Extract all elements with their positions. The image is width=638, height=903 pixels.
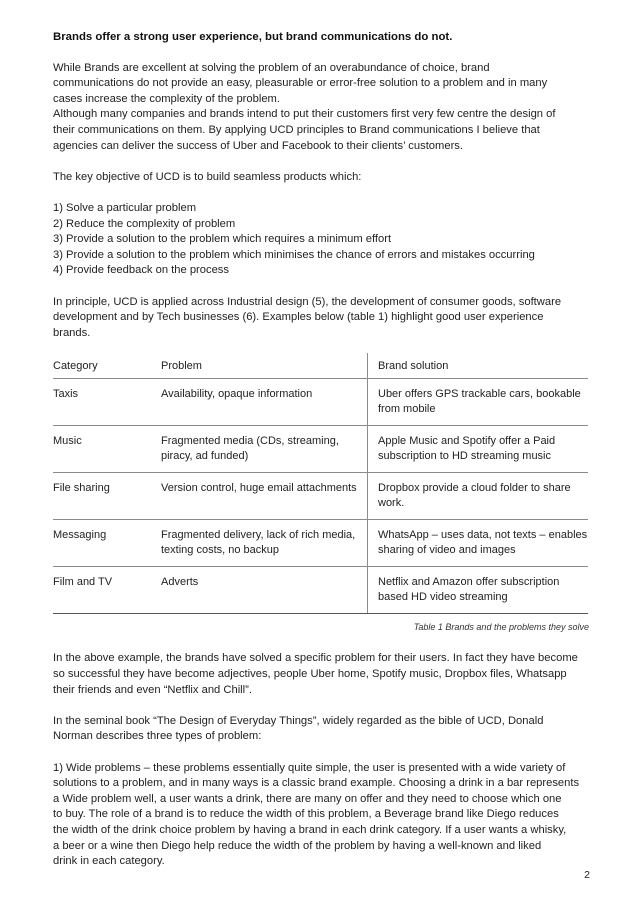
cell-problem: Version control, huge email attachments [161,473,368,520]
header-brand-solution: Brand solution [368,353,589,379]
header-problem: Problem [161,353,368,379]
wide-problems-paragraph [53,761,595,870]
cell-problem: Availability, opaque information [161,379,368,426]
text-line: to buy. The role of a brand is to reduce the width of this problem, a Beverage brand like Diego reduces [53,808,559,821]
page-number: 2 [584,869,590,881]
cell-solution: Apple Music and Spotify offer a Paid subscription to HD streaming music [368,426,589,473]
text-line: a beer or a wine then Diego help reduce the width of the problem by having a well-known and liked [53,839,542,852]
text-line: agencies can deliver the success of Uber and Facebook to their clients’ customers. [53,139,463,152]
table-header-row [53,353,588,379]
header-category: Category [53,353,161,379]
objective-intro: The key objective of UCD is to build seamless products which: [53,170,362,183]
cell-solution: Dropbox provide a cloud folder to share work. [368,473,589,520]
text-line: Norman describes three types of problem: [53,730,262,743]
text-line: In the seminal book “The Design of Everyday Things”, widely regarded as the bible of UCD, Donald [53,714,544,727]
cell-category: Film and TV [53,567,161,614]
text-line: so successful they have become adjectives, people Uber home, Spotify music, Dropbox files, Whatsapp [53,668,567,681]
list-item: 3) Provide a solution to the problem which requires a minimum effort [53,233,392,246]
text-line: development and by Tech businesses (6). Examples below (table 1) highlight good user experience [53,311,544,324]
list-item: 1) Solve a particular problem [53,201,197,214]
list-item: 4) Provide feedback on the process [53,264,229,277]
list-item: 2) Reduce the complexity of problem [53,217,236,230]
text-line: drink in each category. [53,855,165,868]
section-heading: Brands offer a strong user experience, but brand communications do not. [53,31,453,43]
text-line: Although many companies and brands intend to put their customers first very few centre the design of [53,108,556,121]
cell-category: Taxis [53,379,161,426]
text-line: their communications on them. By applying UCD principles to Brand communications I believe that [53,123,540,136]
cell-solution: Netflix and Amazon offer subscription based HD video streaming [368,567,589,614]
text-line: In principle, UCD is applied across Industrial design (5), the development of consumer goods, software [53,295,562,308]
cell-solution: WhatsApp – uses data, not texts – enables sharing of video and images [368,520,589,567]
text-line: 1) Wide problems – these problems essentially quite simple, the user is presented with a wide variety of [53,761,566,774]
table-caption: Table 1 Brands and the problems they solve [413,622,589,633]
text-line: a Wide problem well, a user wants a drink, there are many on offer and they need to choose which one [53,792,562,805]
text-line: their friends and even “Netflix and Chill”. [53,683,252,696]
cell-solution: Uber offers GPS trackable cars, bookable from mobile [368,379,589,426]
text-line: brands. [53,326,91,339]
cell-category: File sharing [53,473,161,520]
list-item: 3) Provide a solution to the problem which minimises the chance of errors and mistakes occurring [53,248,535,261]
brands-table [53,353,588,614]
text-line: In the above example, the brands have solved a specific problem for their users. In fact they have become [53,652,578,665]
text-line: communications do not provide an easy, pleasurable or error-free solution to a problem and in many [53,77,548,90]
table-row [53,426,588,473]
text-line: cases increase the complexity of the problem. [53,92,280,105]
cell-problem: Adverts [161,567,368,614]
cell-problem: Fragmented media (CDs, streaming, piracy, ad funded) [161,426,368,473]
table-row [53,379,588,426]
example-paragraph [53,651,595,698]
principle-paragraph [53,295,595,342]
norman-paragraph [53,714,595,745]
cell-problem: Fragmented delivery, lack of rich media, texting costs, no backup [161,520,368,567]
intro-paragraph [53,61,595,155]
cell-category: Messaging [53,520,161,567]
table-row [53,473,588,520]
page-content [53,30,595,870]
objective-list [53,201,595,279]
table-row [53,520,588,567]
text-line: solutions to a problem, and in many ways is a classic brand example. Choosing a drink in a bar represents [53,777,580,790]
text-line: While Brands are excellent at solving the problem of an overabundance of choice, brand [53,61,490,74]
cell-category: Music [53,426,161,473]
table-row [53,567,588,614]
text-line: the width of the drink choice problem by having a brand in each drink category. If a user wants a whisky, [53,824,567,836]
